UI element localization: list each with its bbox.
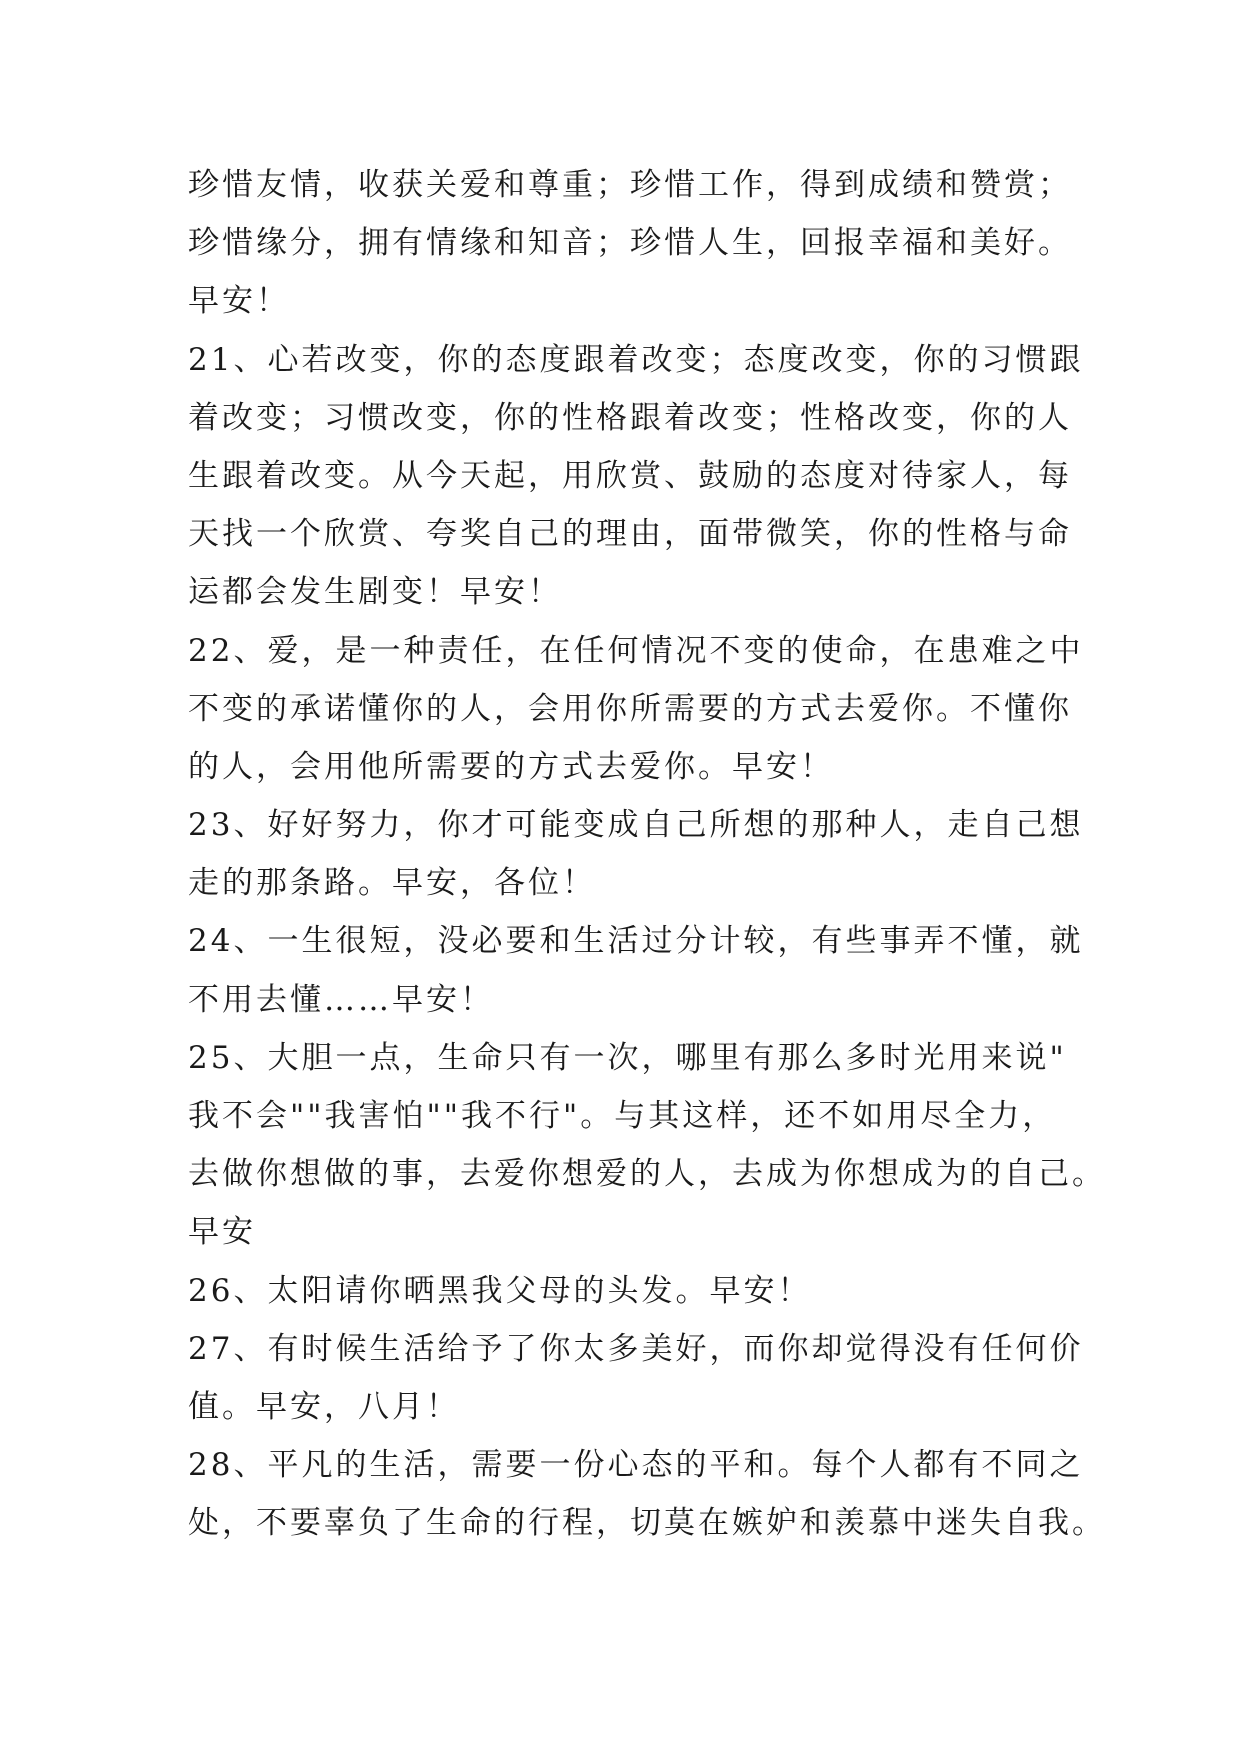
text-line: 24、一生很短，没必要和生活过分计较，有些事弄不懂，就 [188,923,1084,960]
text-line: 不变的承诺懂你的人，会用你所需要的方式去爱你。不懂你 [188,690,1072,727]
text-line: 21、心若改变，你的态度跟着改变；态度改变，你的习惯跟 [188,341,1084,378]
text-line: 珍惜缘分，拥有情缘和知音；珍惜人生，回报幸福和美好。 [188,225,1072,262]
text-line: 值。早安，八月！ [188,1388,460,1425]
text-line: 的人，会用他所需要的方式去爱你。早安！ [188,748,834,785]
text-line: 23、好好努力，你才可能变成自己所想的那种人，走自己想 [188,807,1084,844]
text-line: 处，不要辜负了生命的行程，切莫在嫉妒和羡慕中迷失自我。 [188,1505,1106,1542]
text-line: 珍惜友情，收获关爱和尊重；珍惜工作，得到成绩和赞赏； [188,167,1072,203]
text-line: 我不会""我害怕""我不行"。与其这样，还不如用尽全力， [188,1098,1057,1134]
text-line: 26、太阳请你晒黑我父母的头发。早安！ [188,1272,812,1309]
text-line: 早安！ [188,283,290,320]
text-line: 去做你想做的事，去爱你想爱的人，去成为你想成为的自己。 [188,1156,1106,1193]
text-line: 27、有时候生活给予了你太多美好，而你却觉得没有任何价 [188,1330,1084,1367]
text-line: 走的那条路。早安，各位！ [188,865,596,902]
text-line: 天找一个欣赏、夸奖自己的理由，面带微笑，你的性格与命 [188,516,1072,553]
text-line: 28、平凡的生活，需要一份心态的平和。每个人都有不同之 [188,1447,1084,1484]
text-line: 22、爱，是一种责任，在任何情况不变的使命，在患难之中 [188,632,1084,669]
text-line: 运都会发生剧变！早安！ [188,574,562,611]
text-line: 着改变；习惯改变，你的性格跟着改变；性格改变，你的人 [188,399,1072,436]
text-line: 早安 [188,1214,256,1251]
text-line: 25、大胆一点，生命只有一次，哪里有那么多时光用来说" [188,1039,1067,1076]
text-line: 不用去懂……早安！ [188,981,494,1018]
text-line: 生跟着改变。从今天起，用欣赏、鼓励的态度对待家人，每 [188,457,1072,494]
body-text [188,156,1106,1553]
